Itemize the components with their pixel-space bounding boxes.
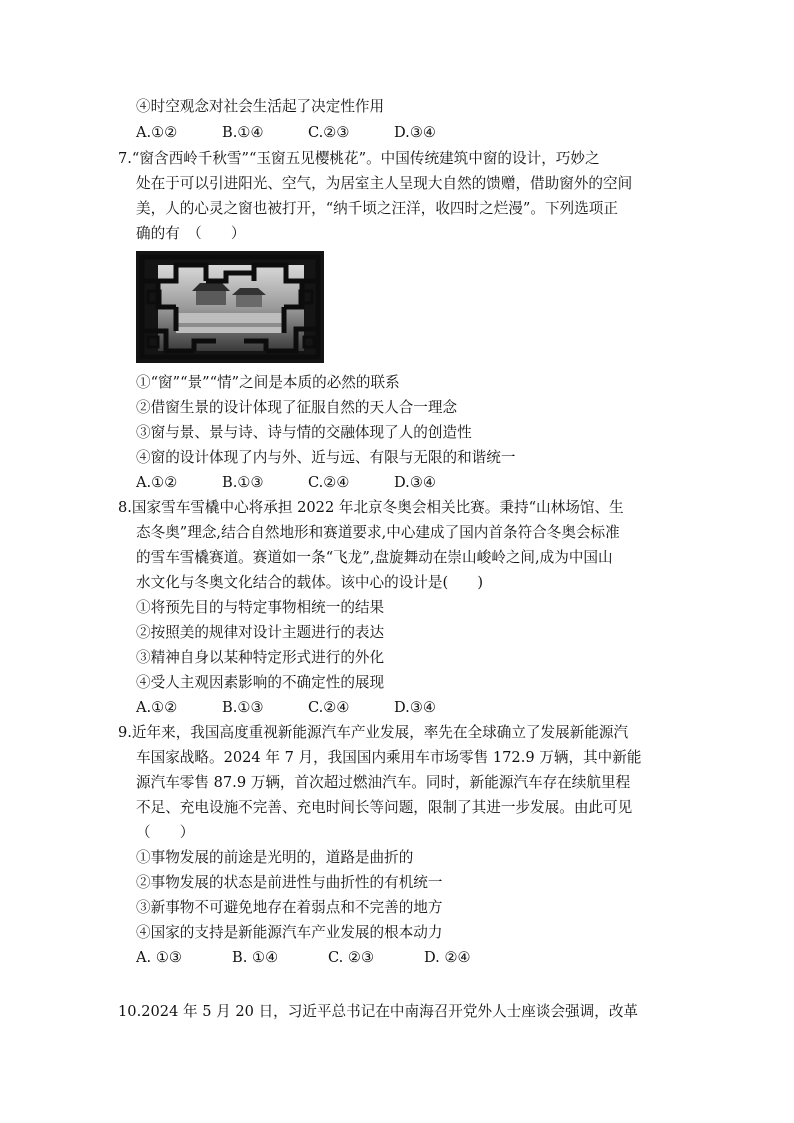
q7-stem-line-2: 处在于可以引进阳光、空气，为居室主人呈现大自然的馈赠，借助窗外的空间 bbox=[136, 175, 633, 192]
q9-item-1: ①事物发展的前途是光明的，道路是曲折的 bbox=[136, 849, 414, 866]
q10-stem-line-1: 10.2024 年 5 月 20 日，习近平总书记在中南海召开党外人士座谈会强调，改革 bbox=[118, 1003, 639, 1020]
q8-stem-line-1: 8.国家雪车雪橇中心将承担 2022 年北京冬奥会相关比赛。秉持“山林场馆、生 bbox=[118, 499, 624, 516]
q7-stem-line-3: 美，人的心灵之窗也被打开，“纳千顷之汪洋，收四时之烂漫”。下列选项正 bbox=[136, 200, 618, 217]
q6-option-c: C.②③ bbox=[308, 124, 350, 141]
q6-option-b: B.①④ bbox=[222, 124, 264, 141]
q9-stem-line-1: 9.近年来，我国高度重视新能源汽车产业发展，率先在全球确立了发展新能源汽 bbox=[118, 724, 629, 741]
q8-stem-line-3: 的雪车雪橇赛道。赛道如一条“飞龙”,盘旋舞动在崇山峻岭之间,成为中国山 bbox=[136, 549, 613, 566]
q8-stem-line-4: 水文化与冬奥文化结合的载体。该中心的设计是( ) bbox=[136, 574, 484, 591]
q7-item-3: ③窗与景、景与诗、诗与情的交融体现了人的创造性 bbox=[136, 424, 472, 441]
q7-item-2: ②借窗生景的设计体现了征服自然的天人合一理念 bbox=[136, 399, 458, 416]
q6-option-d: D.③④ bbox=[394, 124, 436, 141]
q7-item-4: ④窗的设计体现了内与外、近与远、有限与无限的和谐统一 bbox=[136, 449, 516, 466]
q6-item-4: ④时空观念对社会生活起了决定性作用 bbox=[136, 98, 385, 115]
q8-option-a: A.①② bbox=[136, 699, 178, 716]
q9-item-4: ④国家的支持是新能源汽车产业发展的根本动力 bbox=[136, 924, 443, 941]
q7-options bbox=[136, 473, 436, 493]
q9-stem-line-2: 车国家战略。2024 年 7 月，我国国内乘用车市场零售 172.9 万辆，其中新能 bbox=[136, 749, 642, 766]
q9-option-a: A. ①③ bbox=[136, 949, 182, 966]
q6-option-a: A.①② bbox=[136, 124, 178, 141]
q8-stem-line-2: 态冬奥”理念,结合自然地形和赛道要求,中心建成了国内首条符合冬奥会标准 bbox=[136, 524, 620, 541]
q9-option-c: C. ②③ bbox=[328, 949, 375, 966]
q7-stem-line-4: 确的有 （ ） bbox=[136, 225, 246, 242]
q9-option-b: B. ①④ bbox=[232, 949, 279, 966]
q8-item-3: ③精神自身以某种特定形式进行的外化 bbox=[136, 649, 385, 666]
chinese-lattice-window-photo bbox=[136, 251, 324, 363]
q8-item-2: ②按照美的规律对设计主题进行的表达 bbox=[136, 624, 385, 641]
q8-item-1: ①将预先目的与特定事物相统一的结果 bbox=[136, 599, 385, 616]
q6-options bbox=[136, 123, 436, 143]
q8-item-4: ④受人主观因素影响的不确定性的展现 bbox=[136, 674, 385, 691]
q7-option-b: B.①③ bbox=[222, 474, 264, 491]
q9-option-d: D. ②④ bbox=[424, 949, 471, 966]
q9-item-3: ③新事物不可避免地存在着弱点和不完善的地方 bbox=[136, 899, 443, 916]
q9-stem-line-5: （ ） bbox=[136, 824, 195, 841]
q9-stem-line-4: 不足、充电设施不完善、充电时间长等问题，限制了其进一步发展。由此可见 bbox=[136, 799, 633, 816]
q8-option-b: B.①③ bbox=[222, 699, 264, 716]
q9-item-2: ②事物发展的状态是前进性与曲折性的有机统一 bbox=[136, 874, 443, 891]
q7-option-c: C.②④ bbox=[308, 474, 350, 491]
lattice-window-illustration bbox=[136, 251, 324, 363]
q7-option-a: A.①② bbox=[136, 474, 178, 491]
q9-options bbox=[136, 948, 471, 968]
q8-option-c: C.②④ bbox=[308, 699, 350, 716]
q8-options bbox=[136, 698, 436, 718]
q7-item-1: ①“窗”“景”“情”之间是本质的必然的联系 bbox=[136, 374, 400, 391]
q8-option-d: D.③④ bbox=[394, 699, 436, 716]
q9-stem-line-3: 源汽车零售 87.9 万辆，首次超过燃油汽车。同时，新能源汽车存在续航里程 bbox=[136, 774, 631, 791]
q7-option-d: D.③④ bbox=[394, 474, 436, 491]
q7-stem-line-1: 7.“窗含西岭千秋雪”“玉窗五见樱桃花”。中国传统建筑中窗的设计，巧妙之 bbox=[118, 150, 600, 167]
